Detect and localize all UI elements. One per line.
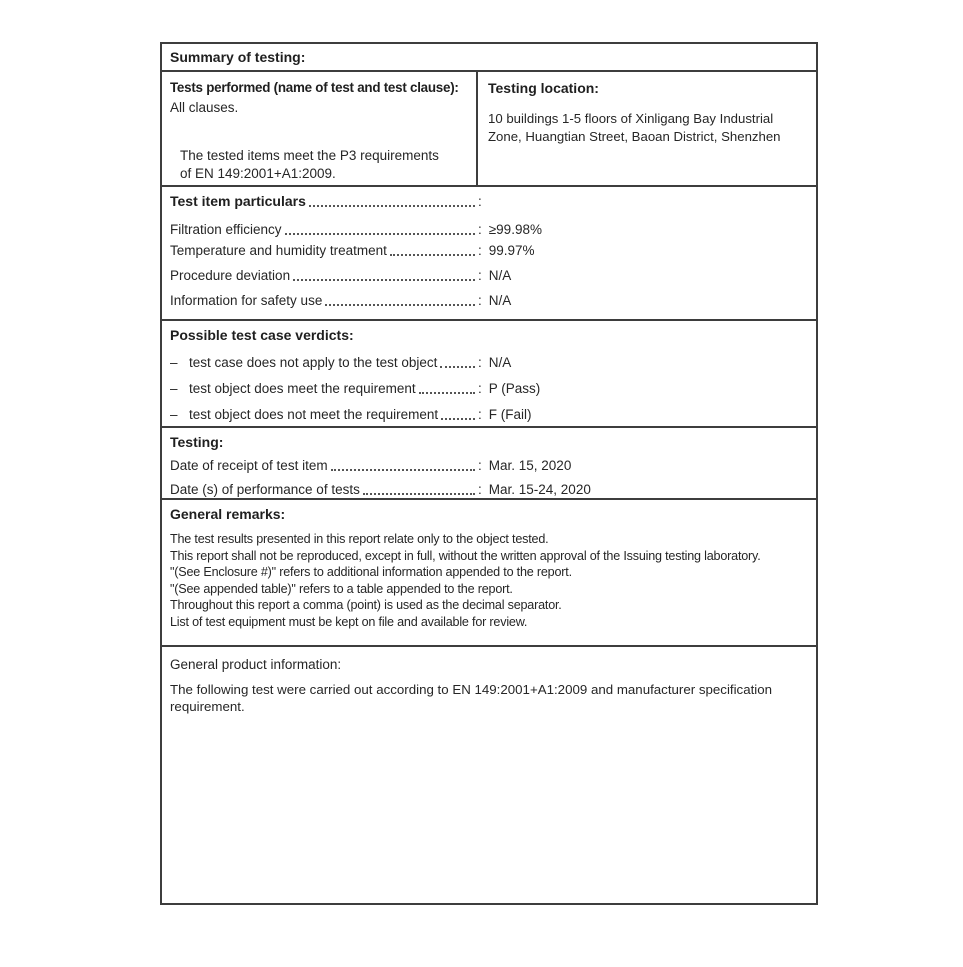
verdict-row-na xyxy=(170,354,808,371)
dotted-leader xyxy=(325,304,475,306)
general-remarks-section xyxy=(162,500,816,647)
verdict-value: N/A xyxy=(488,355,512,370)
testing-location-heading: Testing location: xyxy=(488,80,599,96)
dotted-leader xyxy=(363,493,475,495)
particular-label: Procedure deviation xyxy=(170,268,291,283)
result-note-line-2: of EN 149:2001+A1:2009. xyxy=(180,166,336,181)
testing-row-performance-dates xyxy=(170,481,808,498)
general-remarks-heading: General remarks: xyxy=(170,506,286,522)
testing-label: Date of receipt of test item xyxy=(170,458,328,473)
verdict-label: test object does not meet the requirement xyxy=(189,407,439,422)
colon-separator: : xyxy=(478,243,482,258)
dotted-leader xyxy=(285,233,475,235)
dotted-leader xyxy=(293,279,475,281)
general-product-info-text: The following test were carried out according to EN 149:2001+A1:2009 and manufacturer specification requirement. xyxy=(170,682,773,714)
verdict-value: F (Fail) xyxy=(488,407,532,422)
testing-section xyxy=(162,428,816,500)
particular-value: N/A xyxy=(488,293,512,308)
remark-line: This report shall not be reproduced, except in full, without the written approval of the Issuing testing laboratory. xyxy=(170,548,761,563)
testing-row-receipt-date xyxy=(170,457,808,474)
particular-label: Temperature and humidity treatment xyxy=(170,243,387,258)
verdict-row-pass xyxy=(170,380,808,397)
particular-label: Information for safety use xyxy=(170,293,323,308)
dotted-leader xyxy=(440,366,475,368)
general-product-info-heading: General product information: xyxy=(170,657,342,672)
verdict-label: test case does not apply to the test object xyxy=(189,355,438,370)
verdict-label: test object does meet the requirement xyxy=(189,381,416,396)
particular-value: 99.97% xyxy=(488,243,535,258)
dash-bullet: – xyxy=(170,407,178,422)
particulars-row-temp-humidity xyxy=(170,242,808,259)
testing-heading: Testing: xyxy=(170,434,224,450)
tests-performed-location-row xyxy=(162,72,816,187)
dash-bullet: – xyxy=(170,355,178,370)
particulars-row-procedure-deviation xyxy=(170,267,808,284)
verdicts-section xyxy=(162,321,816,428)
test-item-particulars-heading: Test item particulars xyxy=(170,193,306,209)
dotted-leader xyxy=(331,469,475,471)
dash-bullet: – xyxy=(170,381,178,396)
testing-location-cell xyxy=(478,72,816,185)
tests-performed-heading: Tests performed (name of test and test clause): xyxy=(170,80,459,95)
summary-of-testing-row xyxy=(162,44,816,72)
colon-separator: : xyxy=(478,381,482,396)
remark-line: "(See appended table)" refers to a table appended to the report. xyxy=(170,581,513,596)
colon-separator: : xyxy=(478,222,482,237)
dotted-leader xyxy=(390,254,475,256)
test-item-particulars-section xyxy=(162,187,816,321)
tests-performed-result-note xyxy=(170,147,470,183)
remark-line: Throughout this report a comma (point) is used as the decimal separator. xyxy=(170,598,562,612)
remark-line: List of test equipment must be kept on file and available for review. xyxy=(170,614,528,629)
testing-value: Mar. 15, 2020 xyxy=(488,458,572,473)
particulars-row-safety-info xyxy=(170,292,808,309)
test-item-particulars-heading-row xyxy=(170,193,808,210)
colon-separator: : xyxy=(478,194,482,209)
colon-separator: : xyxy=(478,407,482,422)
summary-of-testing-heading: Summary of testing: xyxy=(170,49,306,65)
colon-separator: : xyxy=(478,355,482,370)
test-report-table xyxy=(160,42,818,905)
colon-separator: : xyxy=(478,293,482,308)
verdict-row-fail xyxy=(170,406,808,423)
particular-label: Filtration efficiency xyxy=(170,222,282,237)
particular-value: N/A xyxy=(488,268,512,283)
tests-performed-all-clauses: All clauses. xyxy=(170,100,239,115)
testing-label: Date (s) of performance of tests xyxy=(170,482,360,497)
colon-separator: : xyxy=(478,482,482,497)
remark-line: The test results presented in this report relate only to the object tested. xyxy=(170,532,549,546)
particular-value: ≥99.98% xyxy=(488,222,542,237)
colon-separator: : xyxy=(478,458,482,473)
particulars-row-filtration-efficiency xyxy=(170,221,808,238)
tests-performed-cell xyxy=(162,72,478,185)
testing-location-address: 10 buildings 1-5 floors of Xinligang Bay Industrial Zone, Huangtian Street, Baoan District, Shenzhen xyxy=(488,111,781,144)
testing-value: Mar. 15-24, 2020 xyxy=(488,482,591,497)
dotted-leader xyxy=(309,205,475,207)
general-remarks-text xyxy=(170,531,808,630)
remark-line: "(See Enclosure #)" refers to additional information appended to the report. xyxy=(170,565,572,579)
dotted-leader xyxy=(441,418,475,420)
colon-separator: : xyxy=(478,268,482,283)
dotted-leader xyxy=(419,392,475,394)
result-note-line-1: The tested items meet the P3 requirements xyxy=(180,148,439,163)
verdict-value: P (Pass) xyxy=(488,381,541,396)
verdicts-heading: Possible test case verdicts: xyxy=(170,327,354,343)
general-product-info-section xyxy=(162,647,816,903)
